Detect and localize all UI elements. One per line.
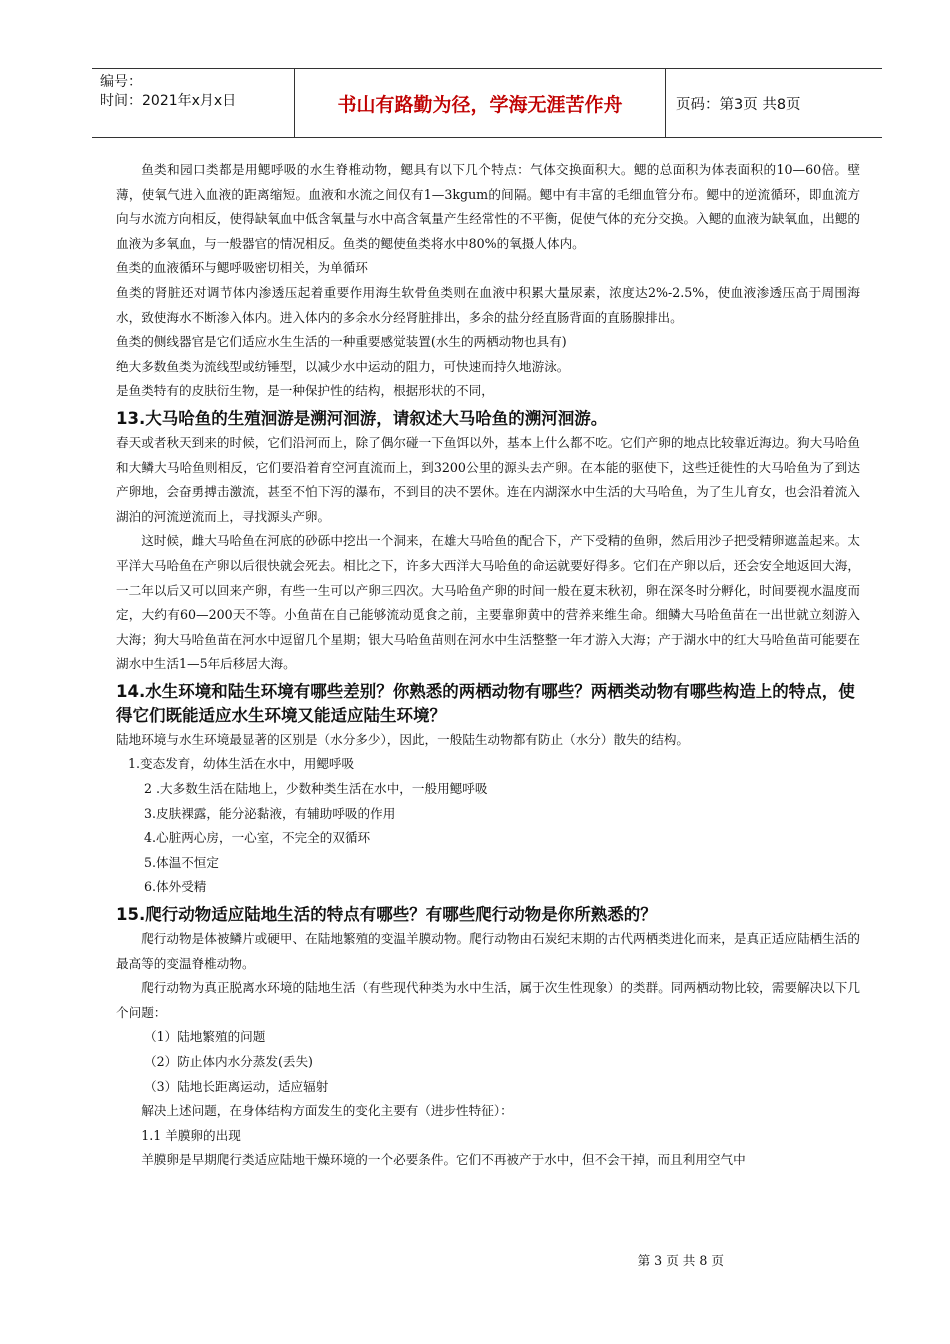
list-item: 2 .大多数生活在陆地上，少数种类生活在水中，一般用鳃呼吸 <box>144 781 488 797</box>
document-body <box>116 158 860 1173</box>
list-item: 4.心脏两心房，一心室，不完全的双循环 <box>144 830 371 846</box>
paragraph-salmon-migration: 春天或者秋天到来的时候，它们沿河而上，除了偶尔碰一下鱼饵以外，基本上什么都不吃。它们产卵的地点比较靠近海边。狗大马哈鱼和大鳞大马哈鱼则相反，它们要沿着育空河直流而上，到3200公里的源头去产卵。在本能的驱使下，这些迁徙性的大马哈鱼为了到达产卵地，会奋勇搏击激流，甚至不怕下泻的瀑布，不到目的决不罢休。连在内湖深水中生活的大马哈鱼，为了生儿育女，也会沿着流入湖泊的河流逆流而上，寻找源头产卵。 <box>116 434 860 524</box>
header-time: 时间：2021年x月x日 <box>100 93 237 109</box>
header-motto: 书山有路勤为径，学海无涯苦作舟 <box>294 69 666 137</box>
header-info <box>92 69 294 137</box>
list-item: （3）陆地长距离运动，适应辐射 <box>144 1078 329 1094</box>
paragraph-kidney: 鱼类的肾脏还对调节体内渗透压起着重要作用海生软骨鱼类则在血液中积累大量尿素，浓度达2%-2.5%，使血液渗透压高于周围海水，致使海水不断渗入体内。进入体内的多余水分经肾脏排出，多余的盐分经直肠背面的直肠腺排出。 <box>116 284 860 325</box>
paragraph-reptile-definition: 爬行动物是体被鳞片或硬甲、在陆地繁殖的变温羊膜动物。爬行动物由石炭纪末期的古代两栖类进化而来，是真正适应陆栖生活的最高等的变温脊椎动物。 <box>116 931 860 971</box>
list-item: 1.变态发育，幼体生活在水中，用鳃呼吸 <box>128 756 355 772</box>
header-number-label: 编号： <box>100 74 142 90</box>
header-page-code: 页码：第3页 共8页 <box>676 96 801 113</box>
paragraph-body-shape: 绝大多数鱼类为流线型或纺锤型，以减少水中运动的阻力，可快速而持久地游泳。 <box>116 358 570 374</box>
paragraph-solutions: 解决上述问题，在身体结构方面发生的变化主要有（进步性特征）： <box>141 1103 513 1119</box>
heading-question-13: 13.大马哈鱼的生殖洄游是溯河洄游，请叙述大马哈鱼的溯河洄游。 <box>116 408 608 428</box>
heading-question-14: 14.水生环境和陆生环境有哪些差别？你熟悉的两栖动物有哪些？两栖类动物有哪些构造上的特点，使得它们既能适应水生环境又能适应陆生环境？ <box>116 681 855 725</box>
subheading-amniotic-egg: 1.1 羊膜卵的出现 <box>141 1127 241 1143</box>
paragraph-gills: 鱼类和园口类都是用鳃呼吸的水生脊椎动物，鳃具有以下几个特点：气体交换面积大。鳃的总面积为体表面积的10—60倍。壁薄，使氧气进入血液的距离缩短。血液和水流之间仅有1—3kgum的间隔。鳃中有丰富的毛细血管分布。鳃中的逆流循环，即血流方向与水流方向相反，使得缺氧血中低含氧量与水中高含氧量产生经常性的不平衡，促使气体的充分交换。入鳃的血液为缺氧血，出鳃的血液为多氧血，与一般器官的情况相反。鱼类的鳃使鱼类将水中80%的氧摄人体内。 <box>116 162 860 251</box>
list-item: （2）防止体内水分蒸发(丢失) <box>144 1054 313 1069</box>
page-header <box>92 68 882 138</box>
heading-question-15: 15.爬行动物适应陆地生活的特点有哪些？有哪些爬行动物是你所熟悉的？ <box>116 905 657 925</box>
paragraph-circulation: 鱼类的血液循环与鳃呼吸密切相关，为单循环 <box>116 260 368 276</box>
list-item: （1）陆地繁殖的问题 <box>144 1029 266 1045</box>
paragraph-amniotic-egg: 羊膜卵是早期爬行类适应陆地干燥环境的一个必要条件。它们不再被产于水中，但不会干掉，而且利用空气中 <box>141 1152 746 1168</box>
paragraph-reptile-problems: 爬行动物为真正脱离水环境的陆地生活（有些现代种类为水中生活，属于次生性现象）的类群。同两栖动物比较，需要解决以下几个问题： <box>116 980 860 1020</box>
list-item: 3.皮肤裸露，能分泌黏液，有辅助呼吸的作用 <box>144 805 396 821</box>
list-item: 6.体外受精 <box>144 879 207 895</box>
paragraph-scales: 是鱼类特有的皮肤衍生物，是一种保护性的结构，根据形状的不同， <box>116 383 494 399</box>
footer-page-number: 第 3 页 共 8 页 <box>637 1253 724 1268</box>
paragraph-lateral-line: 鱼类的侧线器官是它们适应水生生活的一种重要感觉装置(水生的两栖动物也具有) <box>116 334 567 350</box>
paragraph-land-vs-water: 陆地环境与水生环境最显著的区别是（水分多少），因此，一般陆生动物都有防止（水分）散失的结构。 <box>116 731 690 747</box>
list-item: 5.体温不恒定 <box>144 854 219 870</box>
paragraph-salmon-spawning: 这时候，雌大马哈鱼在河底的砂砾中挖出一个洞来，在雄大马哈鱼的配合下，产下受精的鱼卵，然后用沙子把受精卵遮盖起来。太平洋大马哈鱼在产卵以后很快就会死去。相比之下，许多大西洋大马哈鱼的命运就要好得多。它们在产卵以后，还会安全地返回大海，一二年以后又可以回来产卵，有些一生可以产卵三四次。大马哈鱼产卵的时间一般在夏末秋初，卵在深冬时分孵化，时间要视水温度而定，大约有60—200天不等。小鱼苗在自己能够流动觅食之前，主要靠卵黄中的营养来维生命。细鳞大马哈鱼苗在一出世就立刻游入大海；狗大马哈鱼苗在河水中逗留几个星期；银大马哈鱼苗则在河水中生活整整一年才游入大海；产于湖水中的红大马哈鱼苗可能要在湖水中生活1—5年后移居大海。 <box>116 533 860 672</box>
